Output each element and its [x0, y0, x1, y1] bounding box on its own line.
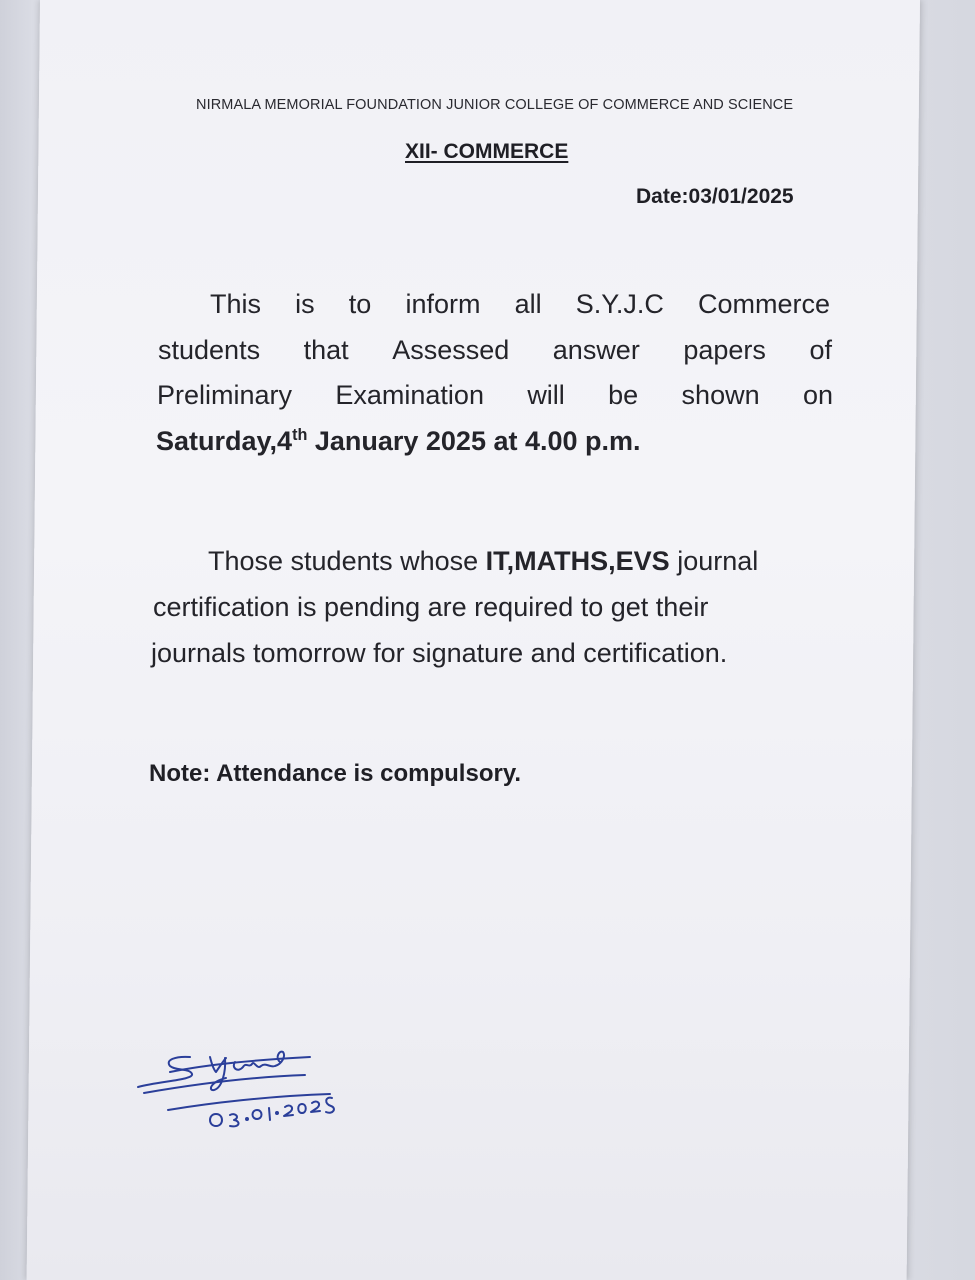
- word: is: [295, 289, 315, 319]
- notice-date: Date:03/01/2025: [636, 185, 794, 208]
- text-segment: journal: [669, 546, 759, 576]
- paragraph2-line2: certification is pending are required to get their: [153, 592, 709, 622]
- word: Examination: [335, 380, 484, 410]
- word: will: [527, 380, 565, 410]
- text-segment: Those students whose: [208, 546, 486, 576]
- schedule-day: Saturday,4: [156, 426, 293, 456]
- paragraph1-line3: [157, 380, 833, 411]
- paragraph1-line2: [158, 335, 832, 366]
- word: be: [608, 380, 639, 410]
- word: S.Y.J.C: [575, 289, 664, 319]
- ordinal-suffix: th: [292, 426, 308, 444]
- word: to: [348, 289, 372, 319]
- institution-name: NIRMALA MEMORIAL FOUNDATION JUNIOR COLLEGE OF COMMERCE AND SCIENCE: [196, 97, 794, 113]
- word: answer: [552, 335, 640, 365]
- word: Preliminary: [157, 380, 293, 410]
- word: inform: [405, 289, 481, 319]
- schedule-date-time: January 2025 at 4.00 p.m.: [307, 426, 641, 456]
- paragraph2-line3: journals tomorrow for signature and certification.: [151, 638, 728, 668]
- word: shown: [681, 380, 760, 410]
- paragraph1-line1: [210, 289, 830, 320]
- word: of: [809, 335, 832, 365]
- word: that: [303, 335, 349, 365]
- subjects: IT,MATHS,EVS: [485, 546, 670, 576]
- word: students: [158, 335, 261, 365]
- paragraph2-line1: [208, 546, 758, 577]
- handwritten-signature: [130, 1040, 390, 1130]
- word: on: [802, 380, 833, 410]
- word: Assessed: [392, 335, 510, 365]
- word: Commerce: [697, 289, 830, 319]
- word: all: [514, 289, 542, 319]
- attendance-note: Note: Attendance is compulsory.: [149, 760, 522, 787]
- class-title: XII- COMMERCE: [405, 140, 569, 163]
- word: This: [210, 289, 262, 319]
- paragraph1-line4-schedule: [156, 426, 641, 457]
- word: papers: [683, 335, 766, 365]
